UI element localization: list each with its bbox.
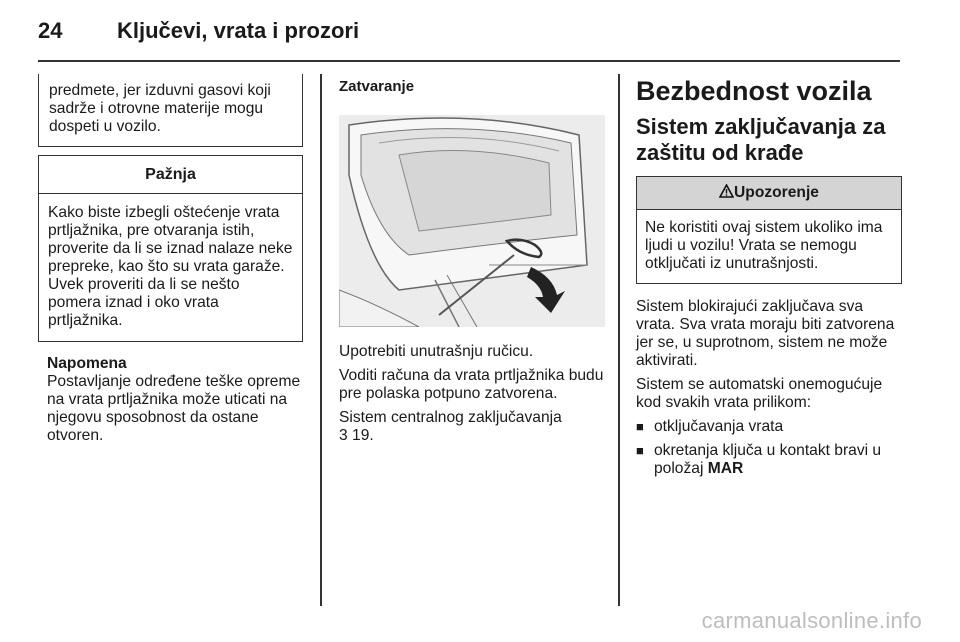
section-title: Bezbednost vozila [636, 76, 872, 106]
page-header [38, 18, 908, 48]
paragraph-closed: Voditi računa da vrata prtljažnika budu pre polaska potpuno zatvorena. [339, 367, 604, 402]
paragraph-disable: Sistem se automatski onemogućuje kod svakih vrata prilikom: [636, 376, 883, 411]
note-body: Postavljanje određene teške opreme na vrata prtljažnika može uticati na njegovu sposobnost da ostane otvoren. [47, 373, 301, 444]
warning-title: Upozorenje [734, 184, 819, 201]
paragraph-system: Sistem blokirajući zaključava sva vrata. Sva vrata moraju biti zatvorena jer se, u suprotnom, sistem ne može aktivirati. [636, 298, 895, 369]
list-item-text: otključavanja vrata [654, 418, 784, 435]
warning-triangle-icon [719, 184, 734, 198]
column-left [38, 74, 303, 445]
column-right [619, 74, 902, 484]
caution-title: Pažnja [39, 156, 302, 194]
warning-body: Ne koristiti ovaj sistem ukoliko ima ljudi u vozilu! Vrata se nemogu otključati iz unutrašnjosti. [645, 219, 883, 272]
caution-body: Kako biste izbegli oštećenje vrata prtljažnika, pre otvaranja istih, proverite da li se iznad nalaze neke prepreke, kao što su vrata garaže. Uvek proveriti da li se nešto pomera iznad i oko vrata prtljažnika. [48, 204, 293, 329]
paragraph-handle: Upotrebiti unutrašnju ručicu. [339, 343, 534, 360]
tailgate-illustration-icon [339, 115, 605, 327]
continued-text: predmete, jer izduvni gasovi koji sadrže i otrovne materije mogu dospeti u vozilo. [49, 82, 271, 135]
header-rule [38, 60, 900, 62]
list-item [636, 418, 902, 436]
warning-box [636, 176, 902, 284]
warning-title-bar [637, 177, 901, 210]
caution-box [38, 155, 303, 342]
reference-page: 19. [352, 427, 374, 444]
sub-title: Sistem zaključavanja za zaštitu od krađe [636, 114, 886, 165]
note-block [38, 355, 303, 445]
list-item-bold: MAR [707, 460, 744, 477]
reference-central-locking [339, 409, 605, 445]
tailgate-closing-illustration [339, 115, 605, 327]
bullet-square-icon: ■ [636, 419, 644, 434]
page-title: Ključevi, vrata i prozori [117, 18, 360, 43]
bullet-square-icon: ■ [636, 443, 644, 458]
reference-text: Sistem centralnog zaključavanja [339, 409, 562, 426]
column-middle [339, 74, 605, 445]
page-number: 24 [38, 18, 63, 43]
bullet-list [636, 418, 902, 478]
column-divider-1 [320, 74, 322, 606]
list-item [636, 442, 902, 478]
watermark: carmanualsonline.info [701, 608, 922, 633]
note-heading: Napomena [47, 355, 127, 372]
list-item-text: okretanja ključa u kontakt bravi u položaj [654, 442, 882, 477]
continued-text-box [38, 74, 303, 147]
closing-subheading: Zatvaranje [339, 78, 415, 95]
reference-arrow-icon: 3 [339, 427, 348, 444]
